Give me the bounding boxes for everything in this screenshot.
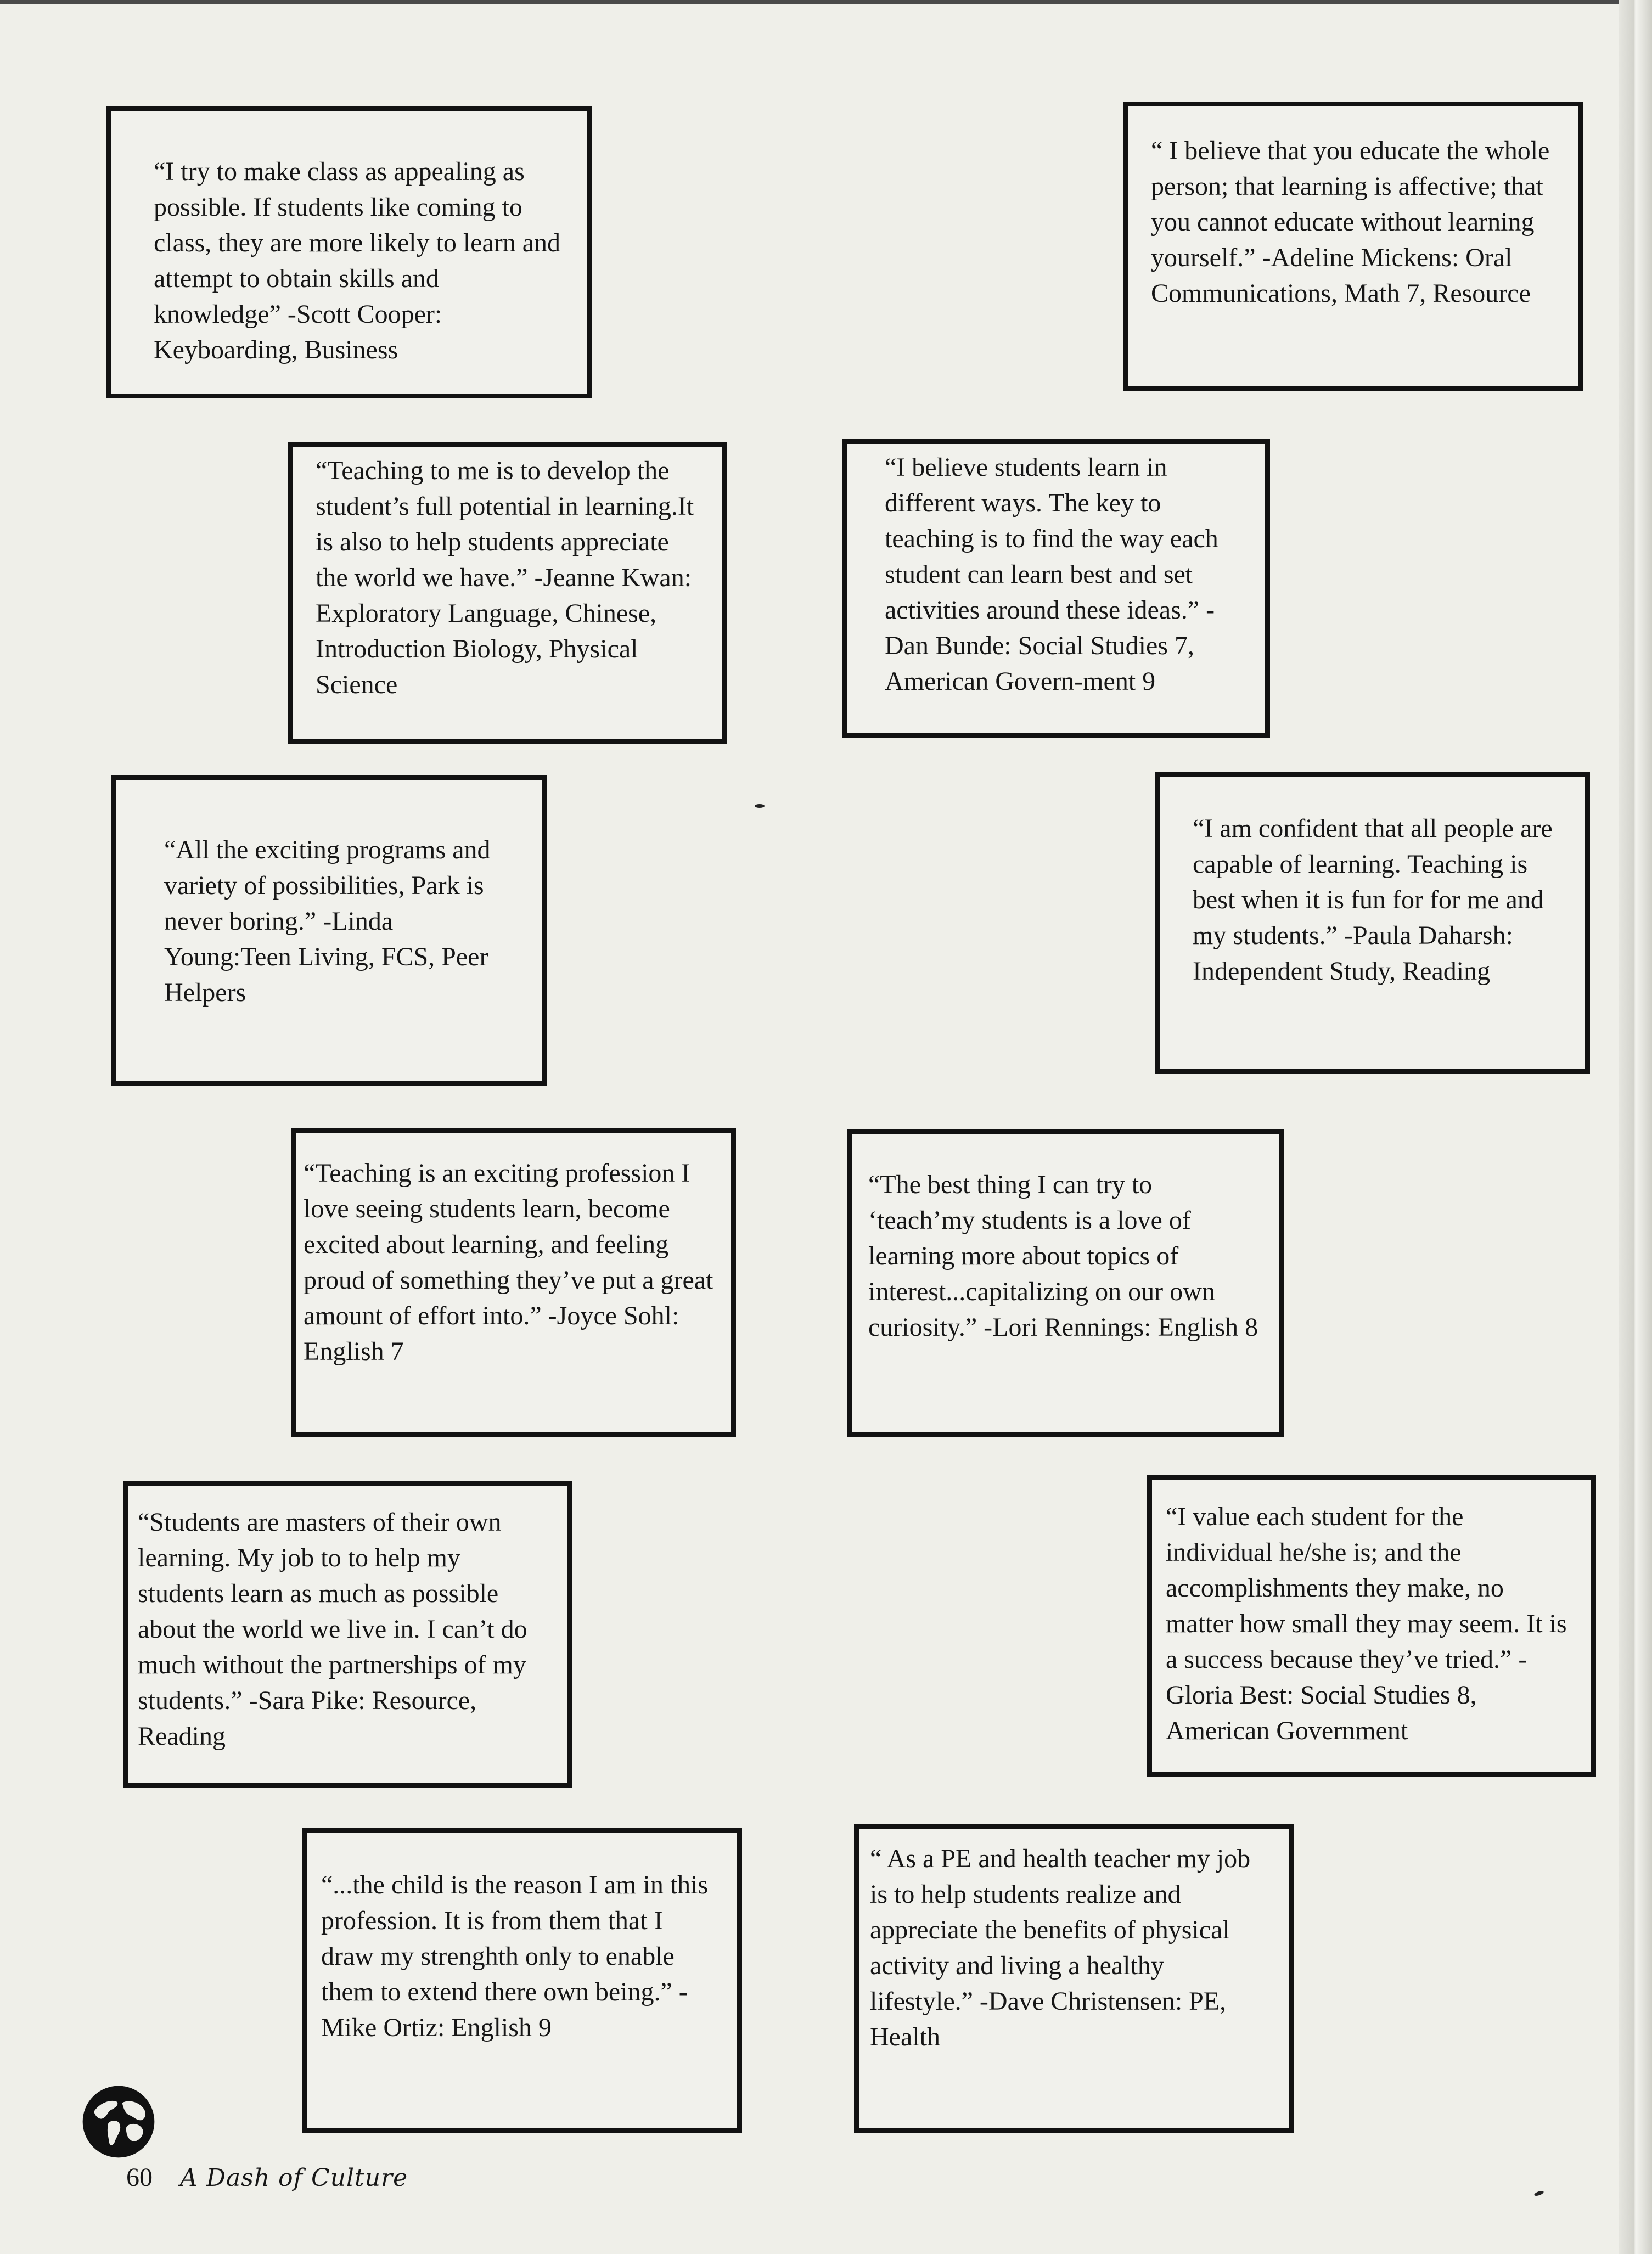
quote-box-jeanne-kwan [288, 442, 727, 744]
quote-text: “...the child is the reason I am in this profession. It is from them that I draw my strenghth only to enable them to extend there own being.” -Mike Ortiz: English 9 [321, 1870, 709, 2042]
quote-box-joyce-sohl [291, 1128, 736, 1437]
quote-box-linda-young [111, 775, 547, 1086]
globe-icon [82, 2086, 155, 2158]
quote-box-dan-bunde [842, 439, 1270, 738]
quote-box-dave-christensen [854, 1824, 1294, 2133]
scan-mark [1533, 2190, 1544, 2197]
page-footer [126, 2162, 408, 2206]
page-gutter-shadow [1619, 0, 1652, 2254]
publication-title: A Dash of Culture [180, 2164, 408, 2192]
quote-box-scott-cooper [106, 106, 592, 398]
quote-text: “Students are masters of their own learning. My job to to help my students learn as much as possible about the world we live in. I can’t do much without the partnerships of my students.” -Sara Pike: Resource, Reading [138, 1508, 527, 1751]
top-edge-rule [0, 0, 1625, 4]
quote-box-mike-ortiz [302, 1828, 742, 2133]
quote-text: “I am confident that all people are capable of learning. Teaching is best when it is fun for for me and my students.” -Paula Daharsh: Independent Study, Reading [1193, 814, 1553, 986]
quote-text: “ As a PE and health teacher my job is to help students realize and appreciate the benefits of physical activity and living a healthy lifestyle.” -Dave Christensen: PE, Health [870, 1844, 1251, 2051]
quote-text: “I value each student for the individual he/she is; and the accomplishments they make, no matter how small they may seem. It is a success because they’ve tried.” -Gloria Best: Social Studies 8, American Government [1166, 1502, 1567, 1745]
quote-box-sara-pike [123, 1481, 572, 1788]
quote-text: “Teaching is an exciting profession I love seeing students learn, become excited about learning, and feeling proud of something they’ve put a great amount of effort into.” -Joyce Sohl: English 7 [304, 1159, 713, 1366]
quote-box-lori-rennings [847, 1129, 1284, 1437]
quote-box-paula-daharsh [1155, 772, 1590, 1074]
quote-text: “The best thing I can try to ‘teach’my students is a love of learning more about topics of interest...capitalizing on our own curiosity.” -Lori Rennings: English 8 [868, 1170, 1258, 1342]
quote-text: “I believe students learn in different ways. The key to teaching is to find the way each student can learn best and set activities around these ideas.” -Dan Bunde: Social Studies 7, American Govern-ment 9 [885, 453, 1218, 696]
quote-box-gloria-best [1147, 1475, 1596, 1777]
scan-mark [755, 804, 765, 808]
quote-text: “All the exciting programs and variety of possibilities, Park is never boring.” -Linda Young:Teen Living, FCS, Peer Helpers [164, 835, 491, 1007]
quote-text: “Teaching to me is to develop the student’s full potential in learning.It is also to help students appreciate the world we have.” -Jeanne Kwan: Exploratory Language, Chinese, Introduction Biology, Physical Science [316, 456, 694, 699]
page-number: 60 [126, 2163, 153, 2192]
quote-text: “ I believe that you educate the whole person; that learning is affective; that you cannot educate without learning yourself.” -Adeline Mickens: Oral Communications, Math 7, Resource [1151, 136, 1550, 308]
quote-text: “I try to make class as appealing as possible. If students like coming to class, they are more likely to learn and attempt to obtain skills and knowledge” -Scott Cooper: Keyboarding, Business [154, 157, 561, 364]
quote-box-adeline-mickens [1123, 102, 1583, 391]
